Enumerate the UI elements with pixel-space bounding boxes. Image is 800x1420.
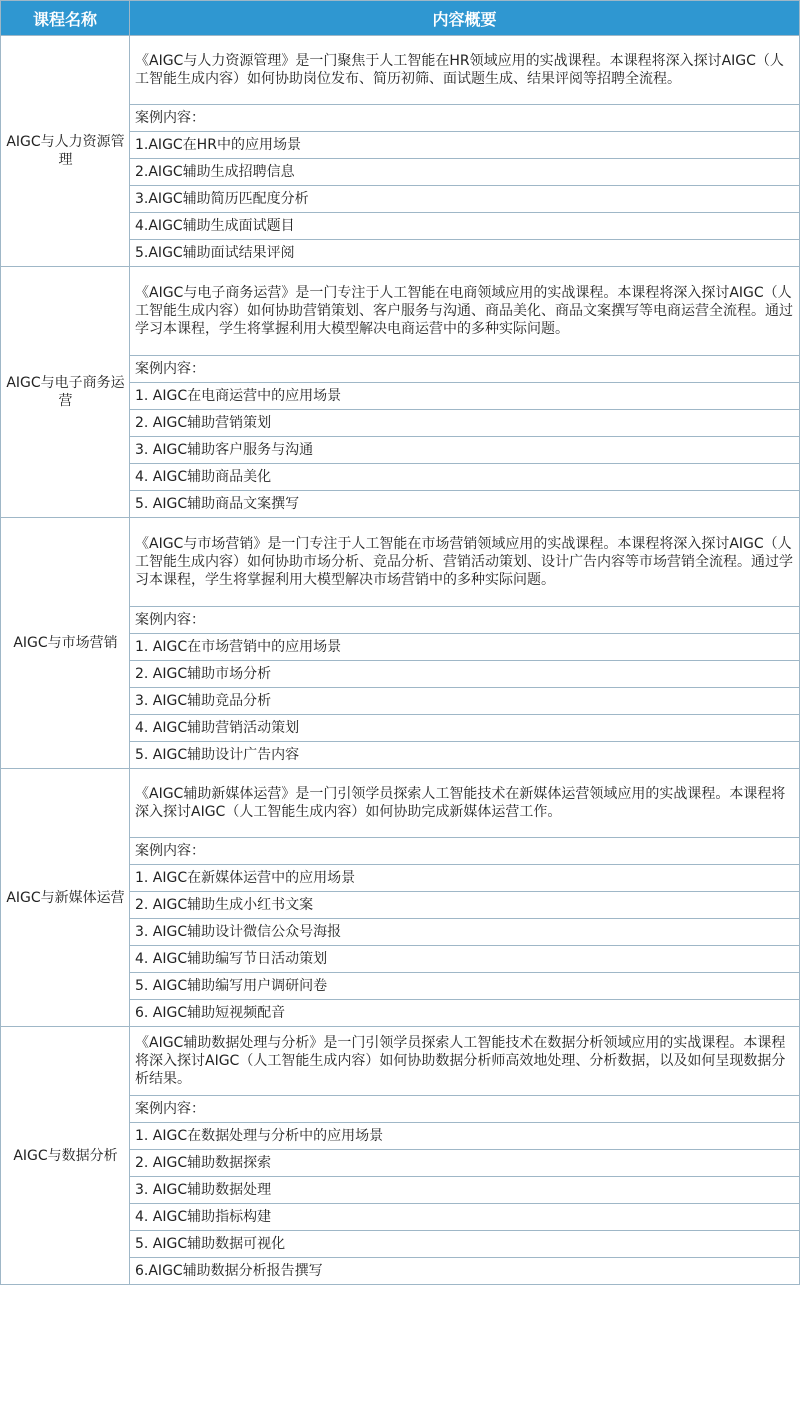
course-description: 《AIGC与市场营销》是一门专注于人工智能在市场营销领域应用的实战课程。本课程将深入探讨AIGC（人工智能生成内容）如何协助市场分析、竞品分析、营销活动策划、设计广告内容等市场营销全流程。通过学习本课程，学生将掌握利用大模型解决市场营销中的多种实际问题。 <box>130 518 800 607</box>
case-item: 2. AIGC辅助市场分析 <box>130 661 800 688</box>
case-item: 3. AIGC辅助数据处理 <box>130 1177 800 1204</box>
header-course-name: 课程名称 <box>1 1 130 36</box>
case-item: 2. AIGC辅助生成小红书文案 <box>130 892 800 919</box>
case-item: 1.AIGC在HR中的应用场景 <box>130 132 800 159</box>
course-name: AIGC与市场营销 <box>1 518 130 769</box>
course-name: AIGC与人力资源管理 <box>1 36 130 267</box>
course-description-row <box>1 36 800 105</box>
case-item: 3.AIGC辅助简历匹配度分析 <box>130 186 800 213</box>
course-description-row <box>1 518 800 607</box>
course-name: AIGC与新媒体运营 <box>1 769 130 1027</box>
case-item: 1. AIGC在数据处理与分析中的应用场景 <box>130 1123 800 1150</box>
case-item: 1. AIGC在电商运营中的应用场景 <box>130 383 800 410</box>
course-group-data-analysis <box>1 1027 800 1285</box>
course-description: 《AIGC与人力资源管理》是一门聚焦于人工智能在HR领域应用的实战课程。本课程将深入探讨AIGC（人工智能生成内容）如何协助岗位发布、简历初筛、面试题生成、结果评阅等招聘全流程。 <box>130 36 800 105</box>
case-item: 4. AIGC辅助编写节日活动策划 <box>130 946 800 973</box>
course-description: 《AIGC与电子商务运营》是一门专注于人工智能在电商领域应用的实战课程。本课程将深入探讨AIGC（人工智能生成内容）如何协助营销策划、客户服务与沟通、商品美化、商品文案撰写等电商运营全流程。通过学习本课程，学生将掌握利用大模型解决电商运营中的多种实际问题。 <box>130 267 800 356</box>
case-item: 5. AIGC辅助数据可视化 <box>130 1231 800 1258</box>
case-item: 2. AIGC辅助营销策划 <box>130 410 800 437</box>
case-item: 4. AIGC辅助指标构建 <box>130 1204 800 1231</box>
case-item: 5. AIGC辅助编写用户调研问卷 <box>130 973 800 1000</box>
case-item: 2.AIGC辅助生成招聘信息 <box>130 159 800 186</box>
course-name: AIGC与数据分析 <box>1 1027 130 1285</box>
course-description-row <box>1 1027 800 1096</box>
case-item: 1. AIGC在市场营销中的应用场景 <box>130 634 800 661</box>
case-label: 案例内容： <box>130 838 800 865</box>
course-description-row <box>1 267 800 356</box>
case-label: 案例内容： <box>130 356 800 383</box>
course-description: 《AIGC辅助数据处理与分析》是一门引领学员探索人工智能技术在数据分析领域应用的实战课程。本课程将深入探讨AIGC（人工智能生成内容）如何协助数据分析师高效地处理、分析数据，以及如何呈现数据分析结果。 <box>130 1027 800 1096</box>
header-content-summary: 内容概要 <box>130 1 800 36</box>
case-item: 3. AIGC辅助客户服务与沟通 <box>130 437 800 464</box>
case-item: 3. AIGC辅助竞品分析 <box>130 688 800 715</box>
case-item: 5. AIGC辅助设计广告内容 <box>130 742 800 769</box>
case-item: 5. AIGC辅助商品文案撰写 <box>130 491 800 518</box>
header-row <box>1 1 800 36</box>
course-description: 《AIGC辅助新媒体运营》是一门引领学员探索人工智能技术在新媒体运营领域应用的实战课程。本课程将深入探讨AIGC（人工智能生成内容）如何协助完成新媒体运营工作。 <box>130 769 800 838</box>
course-group-marketing <box>1 518 800 769</box>
case-item: 1. AIGC在新媒体运营中的应用场景 <box>130 865 800 892</box>
course-group-ecommerce <box>1 267 800 518</box>
case-label: 案例内容： <box>130 1096 800 1123</box>
case-item: 6.AIGC辅助数据分析报告撰写 <box>130 1258 800 1285</box>
course-description-row <box>1 769 800 838</box>
case-label: 案例内容： <box>130 105 800 132</box>
course-group-hr <box>1 36 800 267</box>
case-item: 4. AIGC辅助营销活动策划 <box>130 715 800 742</box>
case-item: 2. AIGC辅助数据探索 <box>130 1150 800 1177</box>
case-item: 6. AIGC辅助短视频配音 <box>130 1000 800 1027</box>
case-item: 5.AIGC辅助面试结果评阅 <box>130 240 800 267</box>
case-item: 3. AIGC辅助设计微信公众号海报 <box>130 919 800 946</box>
course-name: AIGC与电子商务运营 <box>1 267 130 518</box>
course-group-new-media <box>1 769 800 1027</box>
case-label: 案例内容： <box>130 607 800 634</box>
case-item: 4. AIGC辅助商品美化 <box>130 464 800 491</box>
case-item: 4.AIGC辅助生成面试题目 <box>130 213 800 240</box>
